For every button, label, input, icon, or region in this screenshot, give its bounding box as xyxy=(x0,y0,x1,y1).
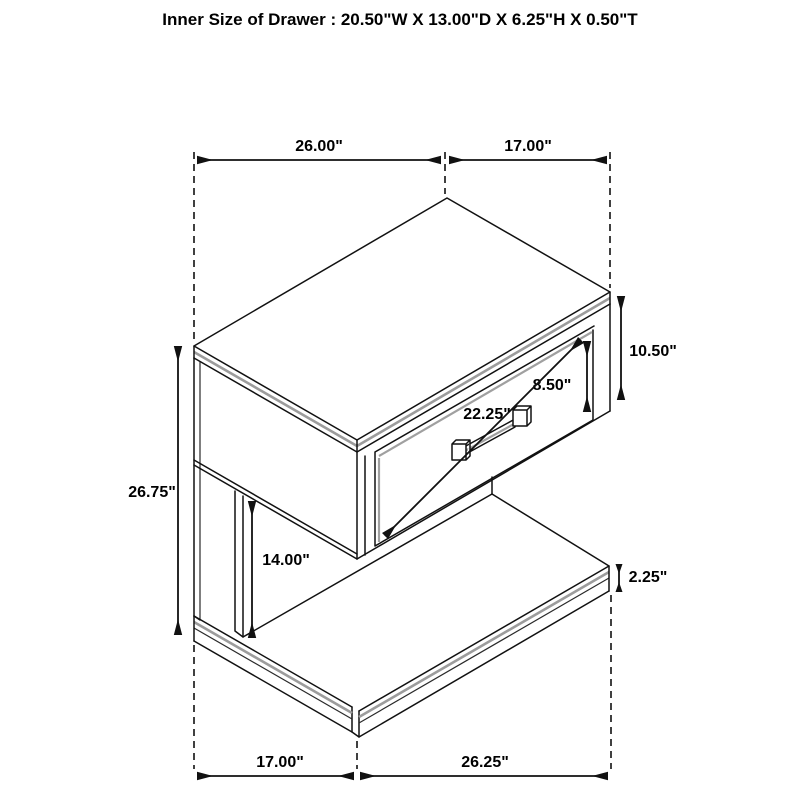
dim-top-depth-label: 17.00" xyxy=(504,138,552,155)
dim-base-width xyxy=(360,754,608,776)
dim-base-width-label: 26.25" xyxy=(461,754,509,771)
panel-right-face-edges xyxy=(235,491,243,637)
extension-lines-bottom xyxy=(194,595,611,769)
cabinet-top-surface xyxy=(194,198,610,440)
dim-top-width-label: 26.00" xyxy=(295,138,343,155)
cabinet-top-trim xyxy=(194,298,610,446)
base-board-lines xyxy=(194,578,609,723)
dim-drawer-height-label: 8.50" xyxy=(532,377,572,394)
diagram-title: Inner Size of Drawer : 20.50"W X 13.00"D X 6.25"H X 0.50"T xyxy=(162,10,638,29)
cabinet-bottom-edge xyxy=(357,411,610,559)
cabinet-left-face-bottom xyxy=(194,460,357,559)
base-front-trim xyxy=(194,572,609,717)
base-corner-posts xyxy=(352,707,359,737)
dim-base-depth xyxy=(197,754,354,776)
dimension-annotations xyxy=(128,138,677,776)
extension-lines-top xyxy=(194,152,610,342)
handle-bar-shading xyxy=(465,424,514,451)
dim-front-height-label: 10.50" xyxy=(629,343,677,360)
dim-drawer-width-line xyxy=(385,340,581,536)
handle-right-cap xyxy=(513,406,531,426)
dim-base-thickness xyxy=(619,564,667,592)
cabinet-top xyxy=(194,198,610,452)
dim-overall-height xyxy=(128,346,178,635)
dim-drawer-width-label: 22.25" xyxy=(463,406,511,423)
dim-front-height xyxy=(621,296,677,400)
dim-top-depth xyxy=(449,138,607,160)
left-support-panel xyxy=(194,477,492,637)
dim-drawer-width xyxy=(385,340,581,536)
dim-base-depth-label: 17.00" xyxy=(256,754,304,771)
nightstand-drawing xyxy=(194,198,610,737)
dim-base-thickness-label: 2.25" xyxy=(628,569,668,586)
cabinet-body xyxy=(194,304,610,620)
cabinet-front-corner-post xyxy=(357,452,365,559)
dim-overall-height-label: 26.75" xyxy=(128,484,176,501)
base-top-edges xyxy=(194,494,609,711)
cabinet-top-corner-edges xyxy=(194,292,610,452)
dim-top-width xyxy=(197,138,441,160)
dim-opening-height-label: 14.00" xyxy=(262,552,310,569)
